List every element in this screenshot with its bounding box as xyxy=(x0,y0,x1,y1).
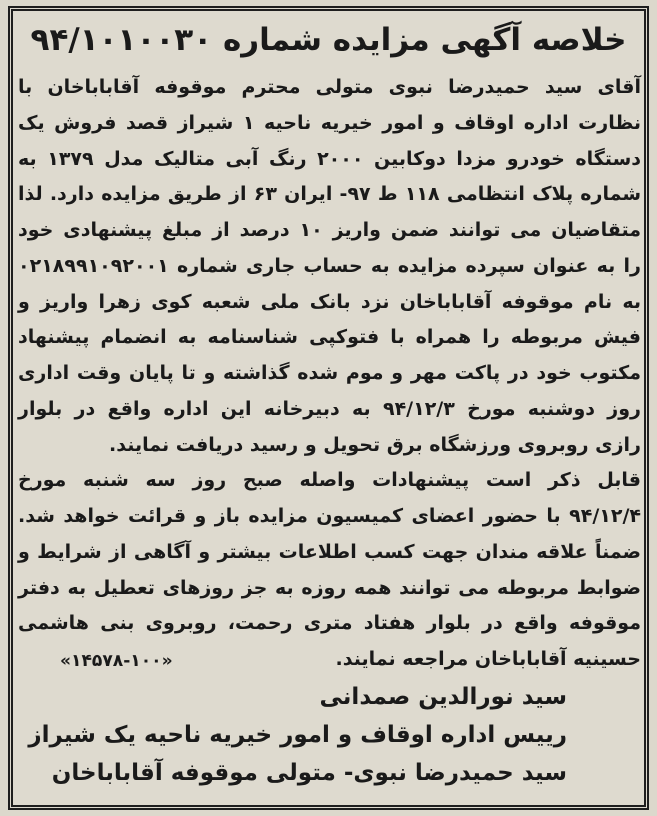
body-line xyxy=(18,463,641,499)
body-line-text: حسینیه آقاباباخان مراجعه نمایند. xyxy=(335,648,641,670)
body-line-text: ضوابط مربوطه می توانند همه روزه به جز روزهای تعطیل به دفتر xyxy=(18,576,641,599)
body-line-text: را به عنوان سپرده مزایده به حساب جاری شماره ۰۲۱۸۹۹۱۰۹۲۰۰۱ xyxy=(18,254,641,277)
body-line-text: قابل ذکر است پیشنهادات واصله صبح روز سه شنبه مورخ xyxy=(18,469,641,492)
body-line xyxy=(18,499,641,535)
body-line xyxy=(18,177,641,213)
ad-body xyxy=(18,70,641,678)
body-line-text: آقای سید حمیدرضا نبوی متولی محترم موقوفه آقاباباخان با xyxy=(18,76,641,98)
body-line-text: دستگاه خودرو مزدا دوکابین ۲۰۰۰ رنگ آبی متالیک مدل ۱۳۷۹ به xyxy=(18,147,642,170)
ad-title xyxy=(13,14,644,66)
body-line-text: شماره پلاک انتظامی ۱۱۸ ط ۹۷- ایران ۶۳ از طریق مزایده دارد. لذا xyxy=(18,183,642,206)
body-line-text: ضمناً علاقه مندان جهت کسب اطلاعات بیشتر و آگاهی از شرایط و xyxy=(18,540,641,563)
body-line xyxy=(18,213,641,249)
body-line xyxy=(18,249,641,285)
signature-line xyxy=(18,678,567,716)
ad-title-text: خلاصه آگهی مزایده شماره ۹۴/۱۰۱۰۰۳۰ xyxy=(30,22,627,58)
body-line-text: به نام موقوفه آقاباباخان نزد بانک ملی شعبه کوی زهرا واریز و xyxy=(18,290,641,313)
signature-block xyxy=(18,678,567,792)
body-line xyxy=(18,285,641,321)
ad-frame xyxy=(8,6,649,810)
body-line-text: روز دوشنبه مورخ ۹۴/۱۲/۳ به دبیرخانه این اداره واقع در بلوار xyxy=(18,397,641,420)
body-line xyxy=(18,356,641,392)
body-line xyxy=(18,428,641,464)
body-line-final xyxy=(18,642,641,678)
body-line xyxy=(18,320,641,356)
body-line-text: فیش مربوطه را همراه با فتوکپی شناسنامه به انضمام پیشنهاد xyxy=(18,326,641,349)
body-line xyxy=(18,70,641,106)
body-line-text: موقوفه واقع در بلوار هفتاد متری رحمت، روبروی بنی هاشمی xyxy=(18,612,641,635)
body-line-text: متقاضیان می توانند ضمن واریز ۱۰ درصد از مبلغ پیشنهادی خود xyxy=(18,219,641,241)
signature-line xyxy=(18,754,567,792)
body-line xyxy=(18,606,641,642)
signature-line xyxy=(18,716,567,754)
body-line xyxy=(18,142,641,178)
body-line xyxy=(18,392,641,428)
signature-trustee: سید حمیدرضا نبوی- متولی موقوفه آقاباباخان xyxy=(51,759,567,786)
body-line-text: رازی روبروی ورزشگاه برق تحویل و رسید دریافت نمایند. xyxy=(109,433,641,456)
body-line xyxy=(18,571,641,607)
body-line-text: مکتوب خود در پاکت مهر و موم شده گذاشته و تا پایان وقت اداری xyxy=(18,362,641,384)
reference-code: «۱۴۵۷۸-۱۰۰» xyxy=(60,651,173,671)
signature-title: رییس اداره اوقاف و امور خیریه ناحیه یک شیراز xyxy=(28,721,567,748)
body-line xyxy=(18,535,641,571)
body-line-text: ۹۴/۱۲/۴ با حضور اعضای کمیسیون مزایده باز و قرائت خواهد شد. xyxy=(18,505,641,527)
body-line xyxy=(18,106,641,142)
body-line-text: نظارت اداره اوقاف و امور خیریه ناحیه ۱ شیراز قصد فروش یک xyxy=(18,111,641,134)
signature-name: سید نورالدین صمدانی xyxy=(319,683,567,710)
